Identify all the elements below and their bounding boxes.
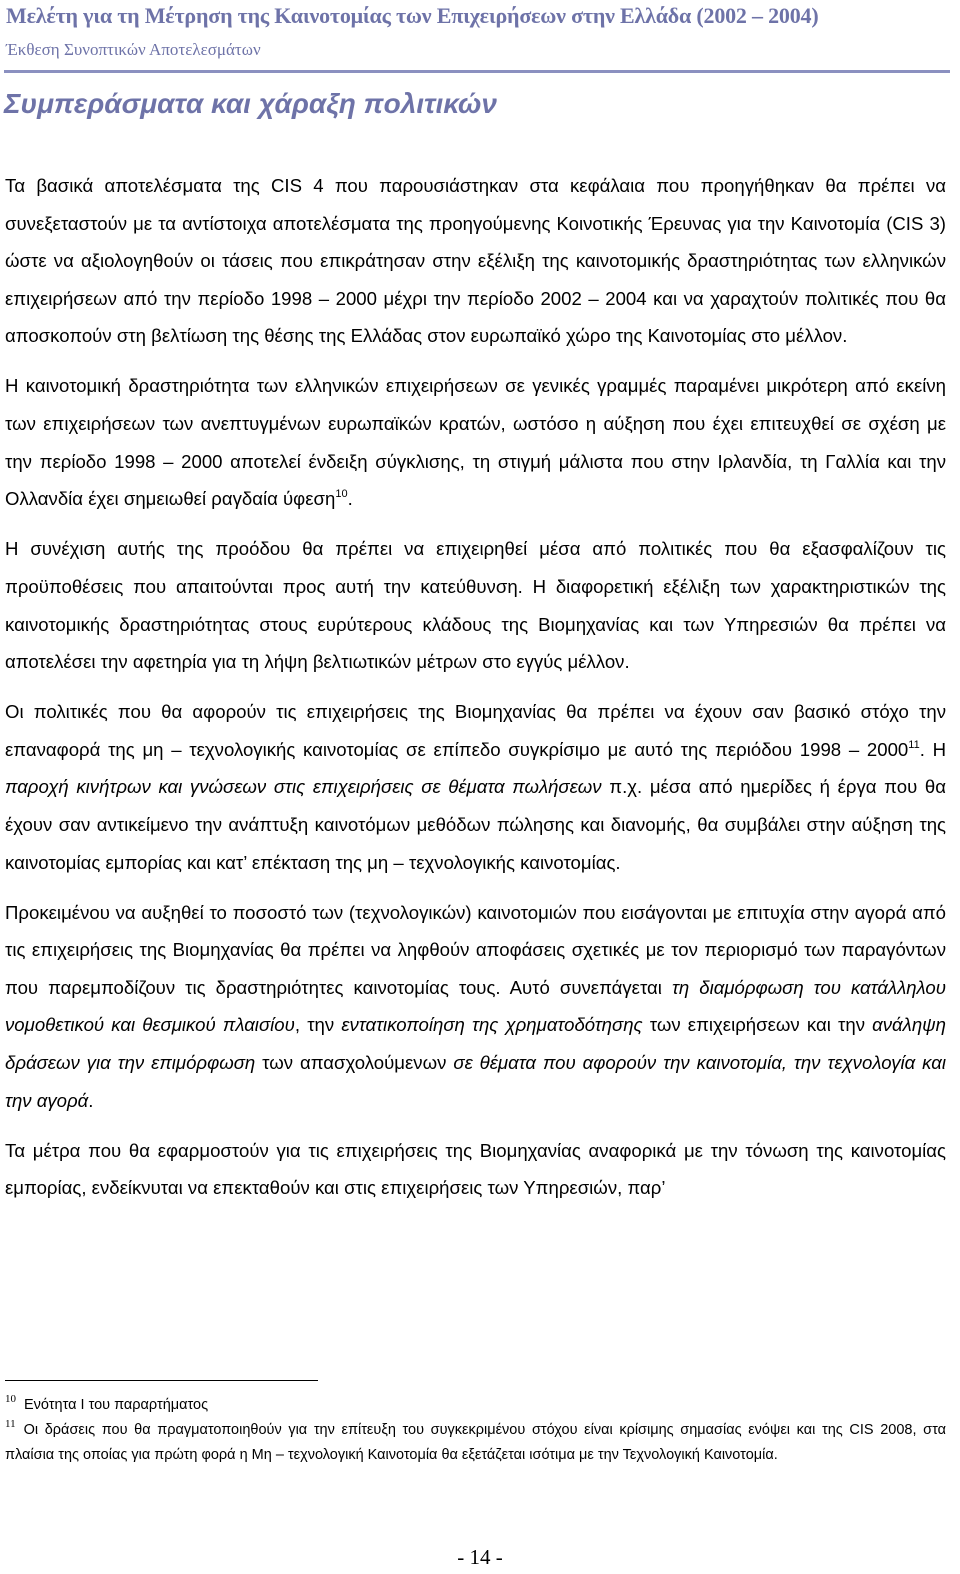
footnote-separator	[5, 1380, 318, 1381]
paragraph-5-emphasis-1: τη διαμόρφωση του κατάλληλου νομοθετικού και θεσμικού πλαισίου	[5, 976, 946, 1036]
paragraph-5-emphasis-2: εντατικοποίηση της χρηματοδότησης	[341, 1014, 643, 1036]
footnote-text: Ενότητα Ι του παραρτήματος	[24, 1397, 209, 1413]
paragraph-2	[5, 367, 946, 517]
running-header-title: Μελέτη για τη Μέτρηση της Καινοτομίας των Επιχειρήσεων στην Ελλάδα (2002 – 2004)	[6, 3, 819, 28]
footnote-number: 11	[5, 1418, 16, 1430]
paragraph-5-text-a: Προκειμένου να αυξηθεί το ποσοστό των (τεχνολογικών) καινοτομιών που εισάγονται με επιτυχία στην αγορά από τις επιχειρήσεις της Βιομηχανίας θα πρέπει να ληφθούν αποφάσεις σχετικές με τον περιορισμό των παραγόντων που παρεμποδίζουν τις δραστηριότητες καινοτομίας τους. Αυτό συνεπάγεται	[5, 901, 946, 998]
paragraph-6: Τα μέτρα που θα εφαρμοστούν για τις επιχειρήσεις της Βιομηχανίας αναφορικά με την τόνωση της καινοτομίας εμπορίας, ενδείκνυται να επεκταθούν και στις επιχειρήσεις των Υπηρεσιών, παρ’	[5, 1139, 946, 1199]
paragraph-4	[5, 693, 946, 881]
paragraph-4-text-a: Οι πολιτικές που θα αφορούν τις επιχειρήσεις της Βιομηχανίας θα πρέπει να έχουν σαν βασικό στόχο την επαναφορά της μη – τεχνολογικής καινοτομίας σε επίπεδο συγκρίσιμο με αυτό της περιόδου 1998 – 2000	[5, 701, 946, 760]
footnote-11	[5, 1418, 946, 1468]
paragraph-3: Η συνέχιση αυτής της προόδου θα πρέπει να επιχειρηθεί μέσα από πολιτικές που θα εξασφαλίζουν τις προϋποθέσεις που απαιτούνται προς αυτή την κατεύθυνση. Η διαφορετική εξέλιξη των χαρακτηριστικών της καινοτομικής δραστηριότητας στους ευρύτερους κλάδους της Βιομηχανίας και των Υπηρεσιών θα πρέπει να αποτελέσει την αφετηρία για τη λήψη βελτιωτικών μέτρων στο εγγύς μέλλον.	[5, 538, 946, 673]
paragraph-1: Τα βασικά αποτελέσματα της CIS 4 που παρουσιάστηκαν στα κεφάλαια που προηγήθηκαν θα πρέπει να συνεξεταστούν με τα αντίστοιχα αποτελέσματα της προηγούμενης Κοινοτικής Έρευνας για την Καινοτομία (CIS 3) ώστε να αξιολογηθούν οι τάσεις που επικράτησαν στην εξέλιξη της καινοτομικής δραστηριότητας των ελληνικών επιχειρήσεων από την περίοδο 1998 – 2000 μέχρι την περίοδο 2002 – 2004 και να χαραχτούν πολιτικές που θα αποσκοπούν στη βελτίωση της θέσης της Ελλάδας στον ευρωπαϊκό χώρο της Καινοτομίας στο μέλλον.	[5, 175, 946, 347]
running-header-subtitle: Έκθεση Συνοπτικών Αποτελεσμάτων	[6, 40, 261, 59]
page-number: - 14 -	[457, 1545, 503, 1569]
footnotes	[5, 1393, 946, 1468]
section-title: Συμπεράσματα και χάραξη πολιτικών	[4, 88, 497, 119]
footnote-10	[5, 1393, 946, 1418]
paragraph-4-emphasis: παροχή κινήτρων και γνώσεων στις επιχειρήσεις σε θέματα πωλήσεων	[5, 776, 602, 798]
paragraph-4-text-c: π.χ. μέσα από ημερίδες ή έργα που θα έχουν σαν αντικείμενο την ανάπτυξη καινοτόμων μεθόδων πώλησης και διανομής, θα συμβάλει στην αύξηση της καινοτομίας εμπορίας και κατ’ επέκταση της μη – τεχνολογικής καινοτομίας.	[5, 776, 946, 873]
paragraph-5-text-e: .	[88, 1089, 94, 1111]
footnote-ref-10[interactable]: 10	[335, 488, 348, 501]
paragraph-4-text-b: . Η	[919, 738, 946, 760]
paragraph-5-emphasis-4: σε θέματα που αφορούν την καινοτομία, την τεχνολογία και την αγορά	[5, 1052, 946, 1111]
body-text	[5, 167, 946, 1219]
header-divider	[4, 70, 950, 73]
paragraph-5-text-d: των απασχολούμενων	[255, 1052, 454, 1074]
footnote-text: Οι δράσεις που θα πραγματοποιηθούν για την επίτευξη του συγκεκριμένου στόχου είναι κρίσιμης σημασίας ενόψει και της CIS 2008, στα πλαίσια της οποίας για πρώτη φορά η Μη – τεχνολογική Καινοτομία θα εξετάζεται ισότιμα με την Τεχνολογική Καινοτομία.	[5, 1422, 946, 1463]
paragraph-5-text-b: , την	[294, 1014, 342, 1036]
paragraph-5-emphasis-3: ανάληψη δράσεων για την επιμόρφωση	[5, 1014, 946, 1074]
paragraph-2-end: .	[347, 488, 353, 510]
footnote-ref-11[interactable]: 11	[908, 738, 920, 751]
paragraph-5	[5, 894, 946, 1120]
paragraph-5-text-c: των επιχειρήσεων και την	[642, 1014, 873, 1036]
footnote-number: 10	[5, 1393, 16, 1405]
paragraph-2-text: Η καινοτομική δραστηριότητα των ελληνικών επιχειρήσεων σε γενικές γραμμές παραμένει μικρότερη από εκείνη των επιχειρήσεων των ανεπτυγμένων ευρωπαϊκών κρατών, ωστόσο η αύξηση που έχει επιτευχθεί σε σχέση με την περίοδο 1998 – 2000 αποτελεί ένδειξη σύγκλισης, τη στιγμή μάλιστα που στην Ιρλανδία, τη Γαλλία και την Ολλανδία έχει σημειωθεί ραγδαία ύφεση	[5, 375, 946, 510]
